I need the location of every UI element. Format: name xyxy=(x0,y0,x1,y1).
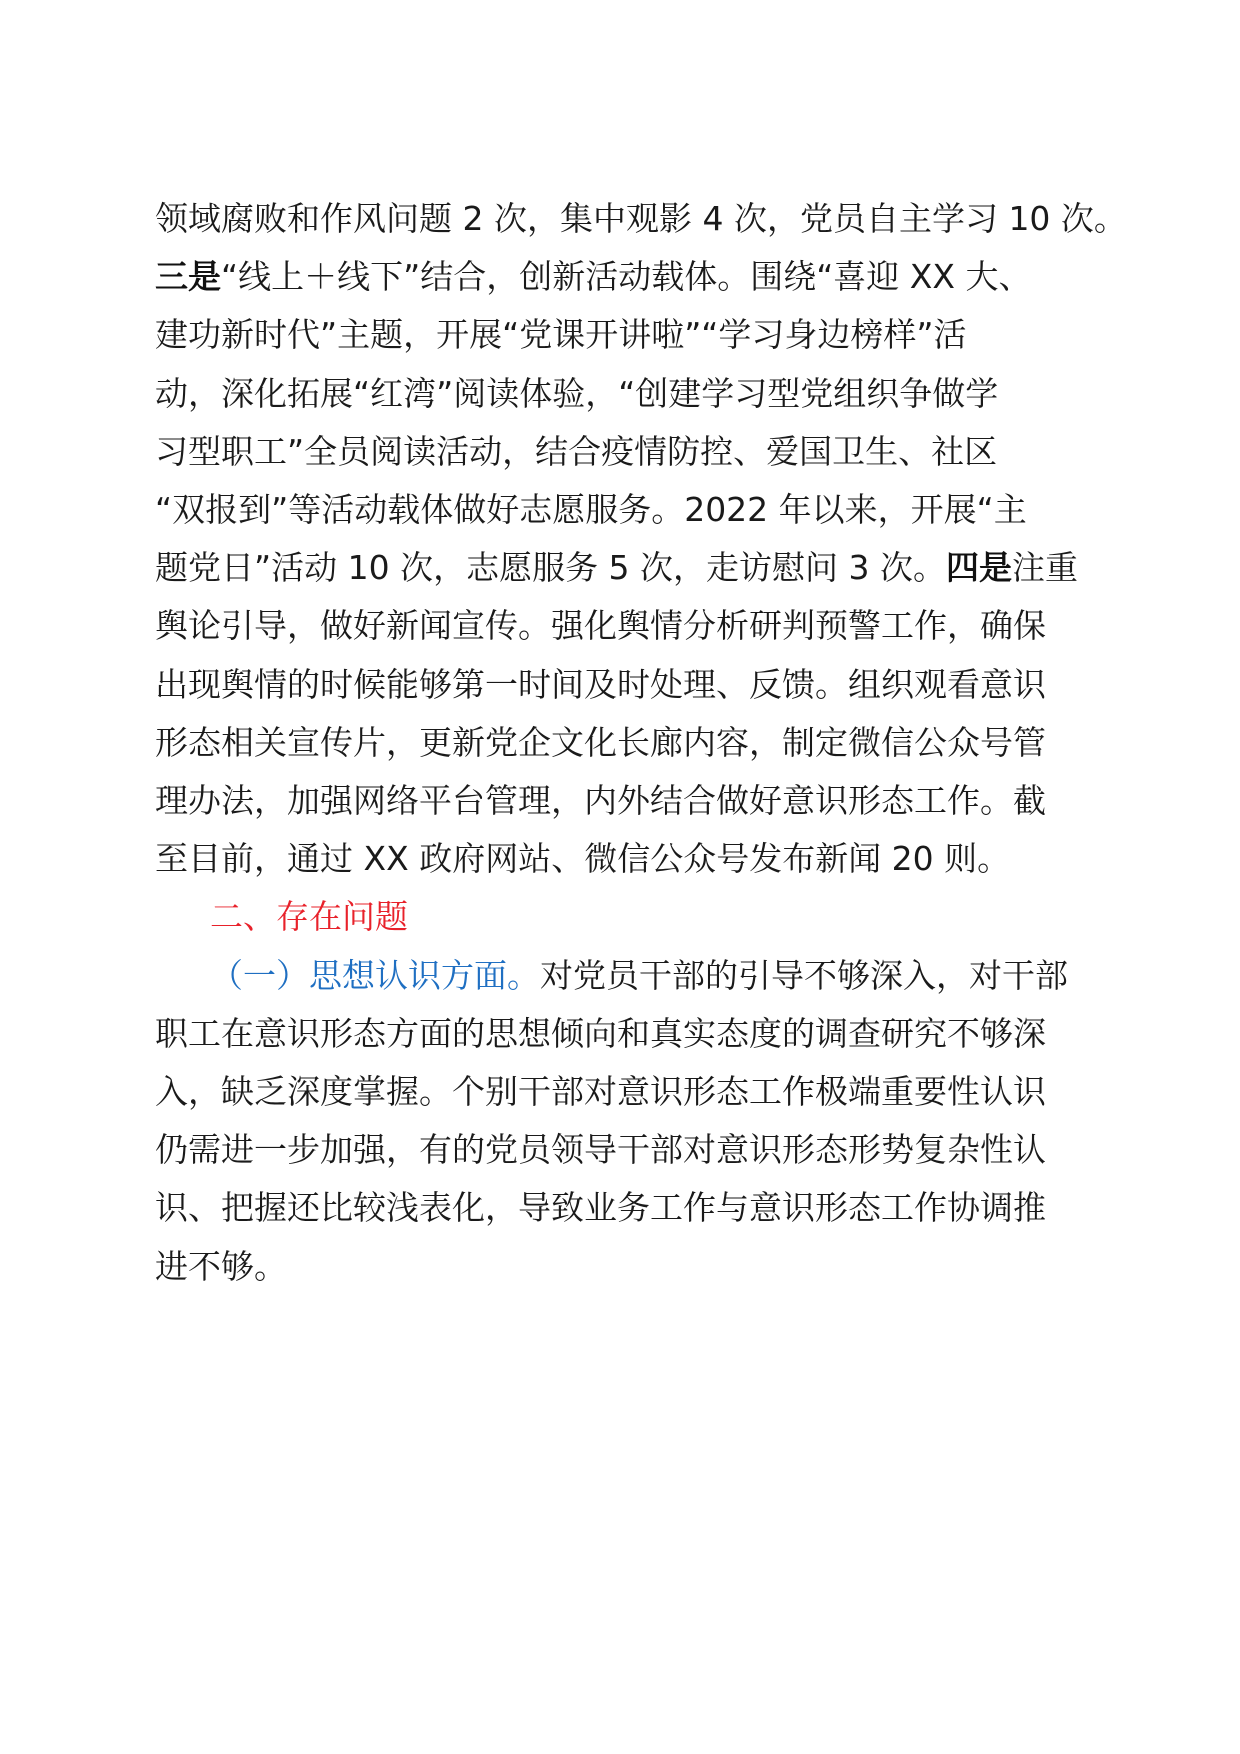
text-line xyxy=(155,361,998,427)
text-line xyxy=(155,186,1127,252)
body-text-run: 职工在意识形态方面的思想倾向和真实态度的调查研究不够深 xyxy=(155,1013,1046,1053)
body-text-run: 建功新时代”主题，开展“党课开讲啦”“学习身边榜样”活 xyxy=(155,315,967,355)
body-text-run: “线上＋线下”结合，创新活动载体。围绕“喜迎 XX 大、 xyxy=(221,257,1032,297)
body-text-run: “双报到”等活动载体做好志愿服务。2022 年以来，开展“主 xyxy=(155,490,1027,529)
body-text-run: 题党日”活动 10 次，志愿服务 5 次，走访慰问 3 次。 xyxy=(155,548,947,588)
text-line xyxy=(155,302,966,368)
text-line xyxy=(155,710,1046,776)
text-line xyxy=(210,884,408,950)
text-line xyxy=(155,652,1046,718)
body-text-run: 动，深化拓展“红湾”阅读体验，“创建学习型党组织争做学 xyxy=(155,373,999,413)
body-text-run: 领域腐败和作风问题 2 次，集中观影 4 次，党员自主学习 10 次。 xyxy=(155,199,1127,238)
text-line xyxy=(155,1234,287,1300)
body-text-run: 理办法，加强网络平台管理，内外结合做好意识形态工作。截 xyxy=(155,781,1046,820)
body-text-run: 出现舆情的时候能够第一时间及时处理、反馈。组织观看意识 xyxy=(155,664,1046,704)
body-text-run: 对党员干部的引导不够深入，对干部 xyxy=(540,955,1068,995)
text-line xyxy=(210,943,1068,1009)
section-heading: 二、存在问题 xyxy=(210,897,408,937)
body-text-run: 识、把握还比较浅表化，导致业务工作与意识形态工作协调推 xyxy=(155,1188,1046,1228)
text-line xyxy=(155,826,1010,892)
text-line xyxy=(155,419,997,485)
text-line xyxy=(155,535,1078,601)
bold-lead-text: 三是 xyxy=(155,257,221,297)
text-line xyxy=(155,477,1027,543)
text-line xyxy=(155,1001,1046,1067)
bold-lead-text: 四是 xyxy=(946,548,1013,588)
body-text-run: 注重 xyxy=(1012,548,1079,588)
body-text-run: 至目前，通过 XX 政府网站、微信公众号发布新闻 20 则。 xyxy=(155,839,1011,879)
body-text-run: 形态相关宣传片，更新党企文化长廊内容，制定微信公众号管 xyxy=(155,722,1046,762)
text-line xyxy=(155,1175,1046,1241)
body-text-run: 入，缺乏深度掌握。个别干部对意识形态工作极端重要性认识 xyxy=(155,1072,1046,1111)
body-text-run: 进不够。 xyxy=(155,1246,287,1286)
body-text-run: 舆论引导，做好新闻宣传。强化舆情分析研判预警工作，确保 xyxy=(155,606,1046,646)
text-line xyxy=(155,1059,1046,1125)
text-line xyxy=(155,244,1031,310)
text-line xyxy=(155,1117,1046,1183)
text-line xyxy=(155,768,1046,834)
body-text-run: 仍需进一步加强，有的党员领导干部对意识形态形势复杂性认 xyxy=(155,1130,1046,1170)
body-text-run: 习型职工”全员阅读活动，结合疫情防控、爱国卫生、社区 xyxy=(155,431,998,471)
text-line xyxy=(155,593,1046,659)
subsection-heading: （一）思想认识方面。 xyxy=(210,955,540,995)
